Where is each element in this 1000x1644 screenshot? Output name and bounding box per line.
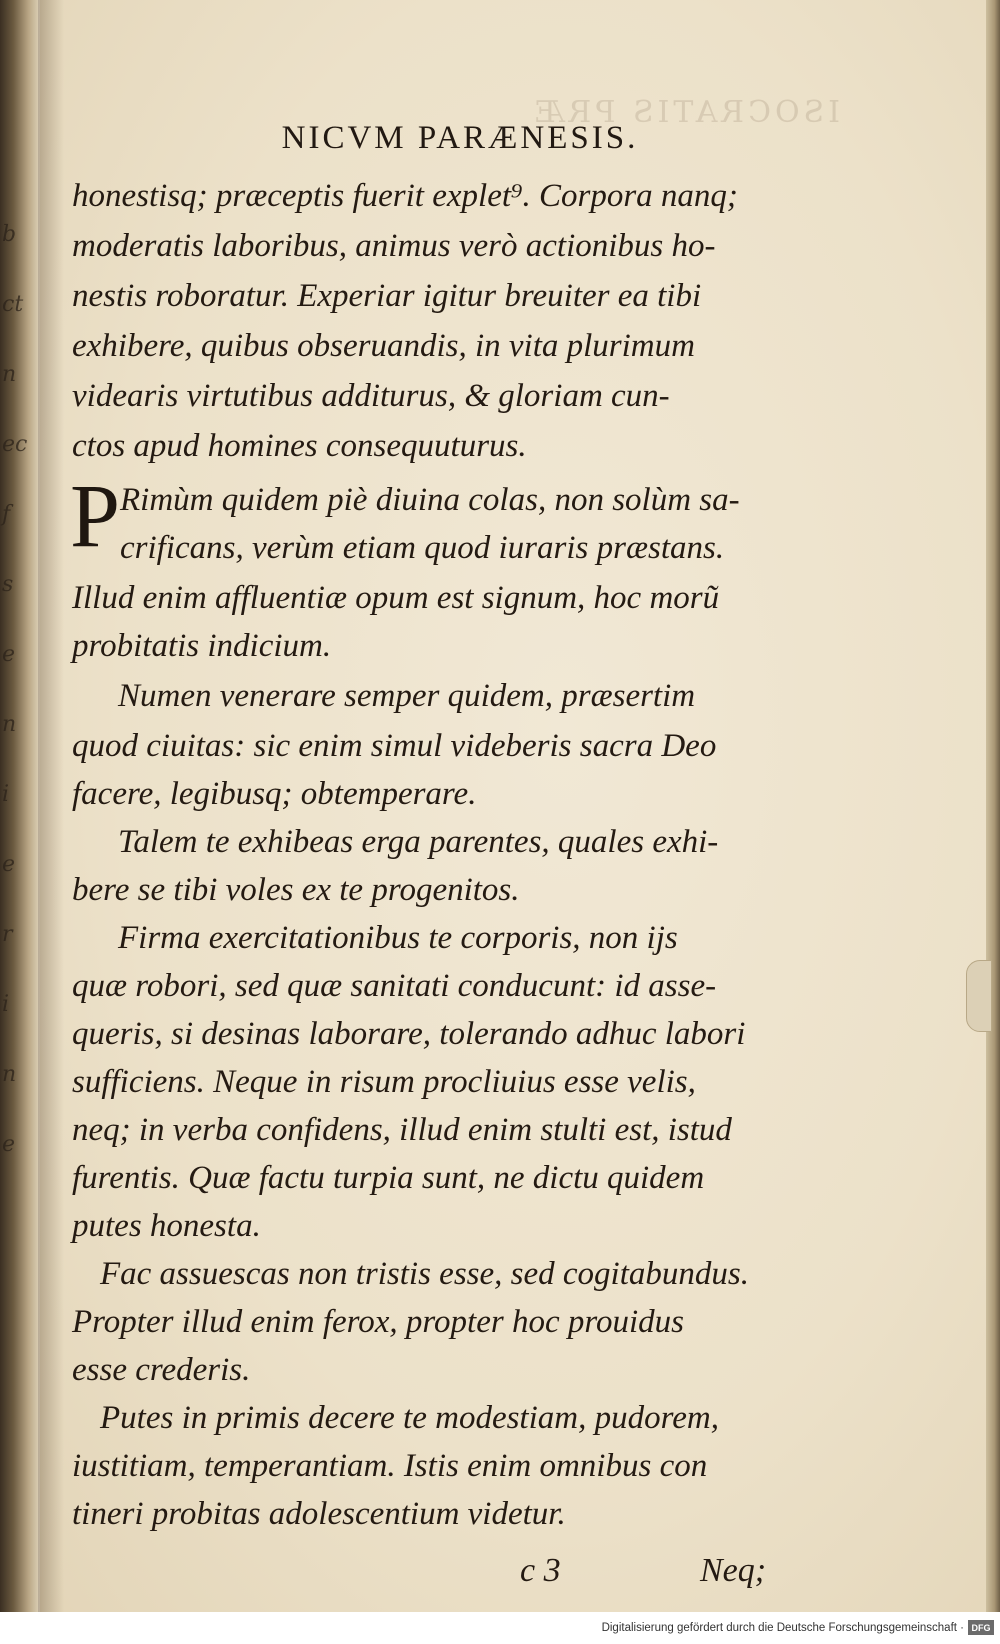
text-line: queris, si desinas laborare, tolerando adhuc labori [72, 1016, 746, 1052]
dfg-logo: DFG [968, 1620, 994, 1635]
text-line: Rimùm quidem piè diuina colas, non solùm sa- [120, 482, 740, 518]
drop-cap: P [70, 467, 121, 566]
text-line: bere se tibi voles ex te progenitos. [72, 872, 520, 908]
left-page-edge [0, 0, 38, 1612]
catchword: Neq; [700, 1552, 767, 1589]
text-line: Firma exercitationibus te corporis, non ijs [118, 920, 678, 956]
text-line: Putes in primis decere te modestiam, pudorem, [100, 1400, 719, 1436]
text-line: crificans, verùm etiam quod iuraris præstans. [120, 530, 725, 566]
text-line: probitatis indicium. [72, 628, 332, 664]
text-line: ctos apud homines consequuturus. [72, 428, 527, 464]
text-line: putes honesta. [72, 1208, 261, 1244]
text-line: quæ robori, sed quæ sanitati conducunt: id asse- [72, 968, 717, 1004]
funding-notice-text: Digitalisierung gefördert durch die Deutsche Forschungsgemeinschaft · [601, 1622, 964, 1634]
running-header: NICVM PARÆNESIS. [281, 120, 639, 156]
text-line: Propter illud enim ferox, propter hoc prouidus [72, 1304, 684, 1340]
text-line: videaris virtutibus additurus, & gloriam cun- [72, 378, 670, 414]
text-line: Fac assuescas non tristis esse, sed cogitabundus. [100, 1256, 749, 1292]
page-tab-marker [966, 960, 992, 1032]
bleed-through-text: ISOCRATIS PRÆ [530, 95, 840, 130]
text-line: facere, legibusq; obtemperare. [72, 776, 477, 812]
text-line: neq; in verba confidens, illud enim stulti est, istud [72, 1112, 732, 1148]
text-line: esse crederis. [72, 1352, 251, 1388]
gutter-shadow [38, 0, 64, 1612]
text-line: nestis roboratur. Experiar igitur breuiter ea tibi [72, 278, 702, 314]
text-line: Numen venerare semper quidem, præsertim [118, 678, 696, 714]
text-line: sufficiens. Neque in risum procliuius esse velis, [72, 1064, 696, 1100]
right-page-edge [986, 0, 1000, 1612]
text-line: moderatis laboribus, animus verò actionibus ho- [72, 228, 716, 264]
text-line: tineri probitas adolescentium videtur. [72, 1496, 566, 1532]
text-line: furentis. Quæ factu turpia sunt, ne dictu quidem [72, 1160, 705, 1196]
text-line: quod ciuitas: sic enim simul videberis sacra Deo [72, 728, 717, 764]
text-line: Talem te exhibeas erga parentes, quales exhi- [118, 824, 719, 860]
left-page-text-fragments: b ct n ec f s e n i e r i n e [2, 222, 28, 1157]
text-line: honestisq; præceptis fuerit explet⁹. Corpora nanq; [72, 178, 738, 214]
signature-mark: c 3 [520, 1552, 561, 1589]
text-line: exhibere, quibus obseruandis, in vita plurimum [72, 328, 695, 364]
text-line: iustitiam, temperantiam. Istis enim omnibus con [72, 1448, 708, 1484]
text-line: Illud enim affluentiæ opum est signum, hoc morũ [72, 580, 720, 616]
